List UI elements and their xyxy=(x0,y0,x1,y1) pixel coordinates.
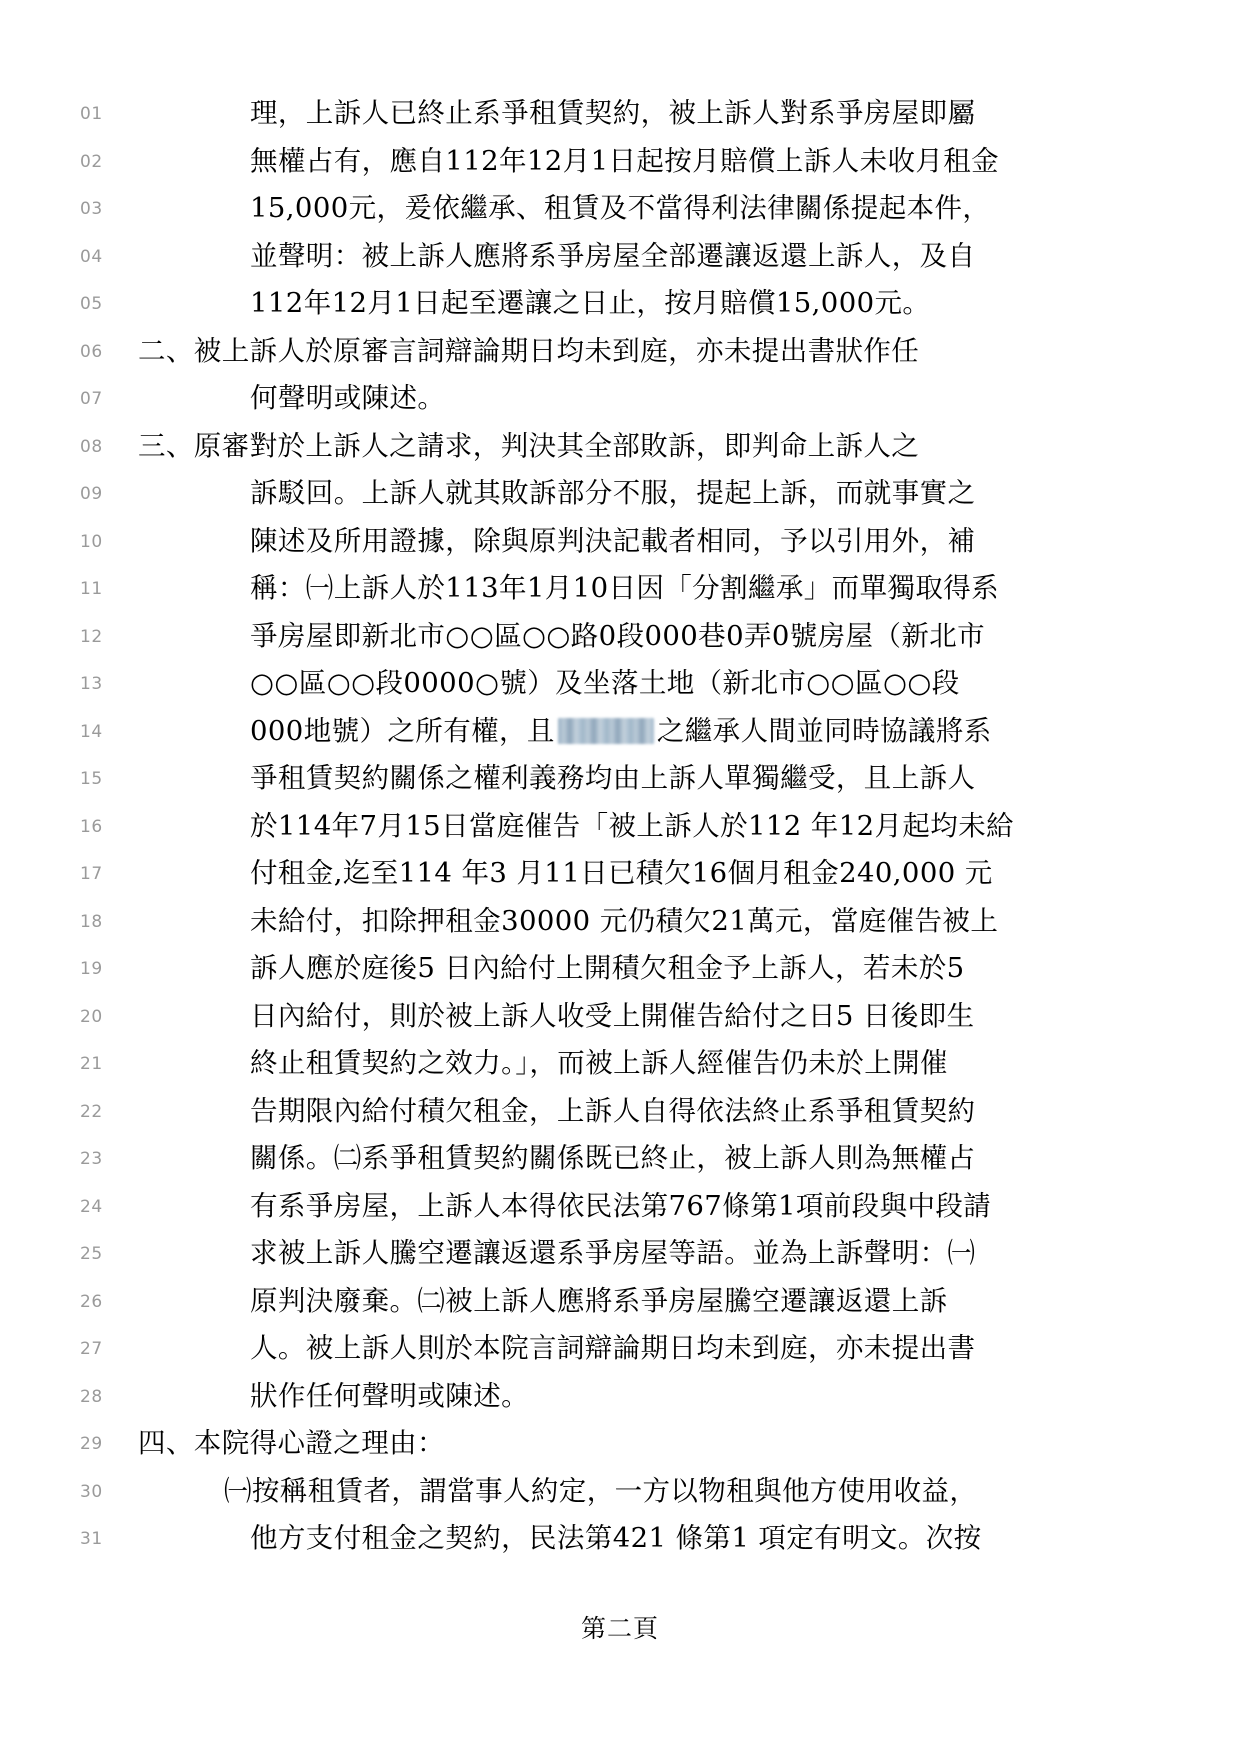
line-text: 終止租賃契約之效力。」，而被上訴人經催告仍未於上開催 xyxy=(250,1047,948,1079)
document-line xyxy=(80,1373,1130,1421)
line-number: 29 xyxy=(80,1434,103,1454)
line-text: 四、本院得心證之理由： xyxy=(138,1427,445,1459)
line-number: 23 xyxy=(80,1149,103,1169)
line-text: 並聲明：被上訴人應將系爭房屋全部遷讓返還上訴人，及自 xyxy=(250,239,976,272)
line-text: 二、被上訴人於原審言詞辯論期日均未到庭，亦未提出書狀作任 xyxy=(138,334,920,367)
line-text-part: 000地號）之所有權，且 xyxy=(250,714,555,747)
line-text: 三、原審對於上訴人之請求，判決其全部敗訴，即判命上訴人之 xyxy=(138,429,920,462)
document-line xyxy=(80,138,1130,186)
page-number-footer: 第二頁 xyxy=(580,1614,659,1643)
document-line xyxy=(80,1515,1130,1563)
document-line xyxy=(80,1183,1130,1231)
line-number: 03 xyxy=(80,199,103,219)
line-text: 他方支付租金之契約，民法第421 條第1 項定有明文。次按 xyxy=(250,1522,982,1554)
document-line xyxy=(80,375,1130,423)
line-text: 關係。㈡系爭租賃契約關係既已終止，被上訴人則為無權占 xyxy=(250,1142,976,1174)
line-text: 日內給付，則於被上訴人收受上開催告給付之日5 日後即生 xyxy=(250,999,975,1032)
document-line xyxy=(80,1230,1130,1278)
line-number: 14 xyxy=(80,721,103,742)
line-number: 08 xyxy=(80,436,103,457)
document-line xyxy=(80,613,1130,661)
document-line xyxy=(80,1135,1130,1183)
document-line xyxy=(80,280,1130,328)
document-line xyxy=(80,470,1130,518)
document-line xyxy=(80,708,1130,756)
line-number: 15 xyxy=(80,769,103,789)
line-text: 有系爭房屋，上訴人本得依民法第767條第1項前段與中段請 xyxy=(250,1189,992,1222)
line-number: 20 xyxy=(80,1006,103,1027)
line-text: ㈠按稱租賃者，謂當事人約定，一方以物租與他方使用收益， xyxy=(224,1474,978,1507)
document-line xyxy=(80,90,1130,138)
document-body xyxy=(80,90,1130,1563)
document-line xyxy=(80,233,1130,281)
document-line xyxy=(80,1088,1130,1136)
line-text xyxy=(138,708,1130,756)
line-text: 訴人應於庭後5 日內給付上開積欠租金予上訴人，若未於5 xyxy=(250,952,965,984)
line-text: 陳述及所用證據，除與原判決記載者相同，予以引用外，補 xyxy=(250,524,976,557)
line-text: 爭租賃契約關係之權利義務均由上訴人單獨繼受，且上訴人 xyxy=(250,762,976,794)
document-line xyxy=(80,755,1130,803)
document-line xyxy=(80,660,1130,708)
document-line xyxy=(80,1420,1130,1468)
line-text: 求被上訴人騰空遷讓返還系爭房屋等語。並為上訴聲明：㈠ xyxy=(250,1237,976,1269)
document-line xyxy=(80,185,1130,233)
document-line xyxy=(80,1468,1130,1516)
line-text: 何聲明或陳述。 xyxy=(250,382,446,414)
document-line xyxy=(80,1040,1130,1088)
redaction-mask xyxy=(558,718,654,744)
document-line xyxy=(80,518,1130,566)
line-number: 09 xyxy=(80,484,103,504)
line-number: 19 xyxy=(80,959,103,979)
line-text: 稱：㈠上訴人於113年1月10日因「分割繼承」而單獨取得系 xyxy=(250,572,1000,604)
document-line xyxy=(80,1325,1130,1373)
line-text: 付租金,迄至114 年3 月11日已積欠16個月租金240,000 元 xyxy=(250,857,993,889)
line-number: 13 xyxy=(80,674,103,694)
line-number: 26 xyxy=(80,1291,103,1312)
line-text: 112年12月1日起至遷讓之日止，按月賠償15,000元。 xyxy=(250,287,931,319)
line-text-part-after: 之繼承人間並同時協議將系 xyxy=(656,714,992,747)
line-number: 27 xyxy=(80,1339,103,1359)
line-number: 22 xyxy=(80,1101,103,1122)
line-number: 28 xyxy=(80,1386,103,1407)
line-number: 16 xyxy=(80,816,103,837)
line-text: 未給付，扣除押租金30000 元仍積欠21萬元，當庭催告被上 xyxy=(250,904,999,937)
line-number: 11 xyxy=(80,579,103,599)
line-number: 25 xyxy=(80,1244,103,1264)
line-number: 21 xyxy=(80,1054,103,1074)
document-line xyxy=(80,328,1130,376)
line-number: 06 xyxy=(80,341,103,362)
line-text: 理，上訴人已終止系爭租賃契約，被上訴人對系爭房屋即屬 xyxy=(250,97,976,129)
line-text: 爭房屋即新北市○○區○○路0段000巷0弄0號房屋（新北市 xyxy=(250,619,986,652)
document-line xyxy=(80,423,1130,471)
document-line xyxy=(80,898,1130,946)
line-text: 15,000元，爰依繼承、租賃及不當得利法律關係提起本件， xyxy=(250,192,991,224)
line-number: 01 xyxy=(80,104,103,124)
document-line xyxy=(80,850,1130,898)
line-number: 05 xyxy=(80,294,103,314)
line-text: 訴駁回。上訴人就其敗訴部分不服，提起上訴，而就事實之 xyxy=(250,477,976,509)
line-text: ○○區○○段0000○號）及坐落土地（新北市○○區○○段 xyxy=(250,667,960,699)
line-text: 告期限內給付積欠租金，上訴人自得依法終止系爭租賃契約 xyxy=(250,1094,976,1127)
line-text: 狀作任何聲明或陳述。 xyxy=(250,1379,529,1412)
line-text: 無權占有，應自112年12月1日起按月賠償上訴人未收月租金 xyxy=(250,144,1000,177)
line-number: 10 xyxy=(80,531,103,552)
line-number: 07 xyxy=(80,389,103,409)
line-number: 30 xyxy=(80,1481,103,1502)
line-number: 04 xyxy=(80,246,103,267)
document-line xyxy=(80,993,1130,1041)
line-number: 12 xyxy=(80,626,103,647)
document-line xyxy=(80,565,1130,613)
line-number: 02 xyxy=(80,151,103,172)
document-line xyxy=(80,803,1130,851)
line-number: 24 xyxy=(80,1196,103,1217)
line-number: 17 xyxy=(80,864,103,884)
document-line xyxy=(80,1278,1130,1326)
line-text: 於114年7月15日當庭催告「被上訴人於112 年12月起均未給 xyxy=(250,809,1014,842)
line-number: 18 xyxy=(80,911,103,932)
document-line xyxy=(80,945,1130,993)
line-text: 原判決廢棄。㈡被上訴人應將系爭房屋騰空遷讓返還上訴 xyxy=(250,1284,948,1317)
line-text: 人。被上訴人則於本院言詞辯論期日均未到庭，亦未提出書 xyxy=(250,1332,976,1364)
line-number: 31 xyxy=(80,1529,103,1549)
